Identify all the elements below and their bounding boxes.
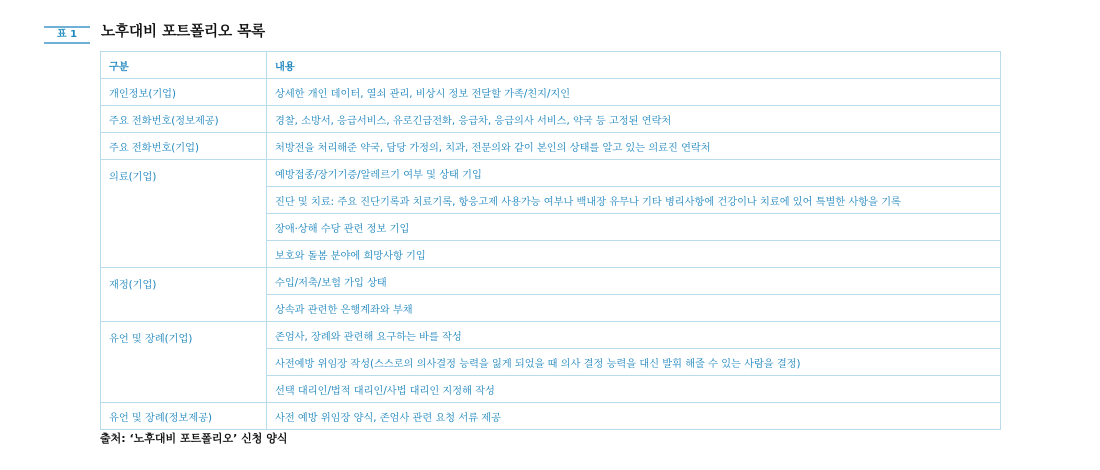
table-row (101, 268, 1001, 295)
table-header-row (101, 52, 1001, 79)
content-cell: 처방전을 처리해준 약국, 담당 가정의, 치과, 전문의와 같이 본인의 상태를 알고 있는 의료진 연락처 (267, 133, 1001, 160)
content-cell: 예방접종/장기기증/알레르기 여부 및 상태 기입 (267, 160, 1001, 187)
category-cell: 주요 전화번호(정보제공) (101, 106, 267, 133)
content-cell: 수입/저축/보험 가입 상태 (267, 268, 1001, 295)
category-cell: 주요 전화번호(기업) (101, 133, 267, 160)
category-cell: 유언 및 장례(정보제공) (101, 403, 267, 430)
content-cell: 상세한 개인 데이터, 열쇠 관리, 비상시 정보 전달할 가족/친지/지인 (267, 79, 1001, 106)
table-row (101, 160, 1001, 187)
table-caption (44, 22, 1004, 44)
category-cell: 재정(기업) (101, 268, 267, 322)
content-cell: 사전 예방 위임장 양식, 존엄사 관련 요청 서류 제공 (267, 403, 1001, 430)
content-cell: 존엄사, 장례와 관련해 요구하는 바를 작성 (267, 322, 1001, 349)
table-row (101, 79, 1001, 106)
table-number-label: 표 1 (44, 26, 90, 44)
header-category: 구분 (101, 52, 267, 79)
category-cell: 개인정보(기업) (101, 79, 267, 106)
table-row (101, 322, 1001, 349)
table-row (101, 133, 1001, 160)
content-cell: 사전예방 위임장 작성(스스로의 의사결정 능력을 잃게 되었을 때 의사 결정 능력을 대신 발휘 해줄 수 있는 사람을 결정) (267, 349, 1001, 376)
content-cell: 장애·상해 수당 관련 정보 기입 (267, 214, 1001, 241)
table-row (101, 106, 1001, 133)
table-row (101, 403, 1001, 430)
table-title: 노후대비 포트폴리오 목록 (101, 24, 266, 40)
portfolio-table (100, 51, 1001, 430)
source-note: 출처: ‘노후대비 포트폴리오’ 신청 양식 (100, 432, 288, 445)
content-cell: 보호와 돌봄 분야에 희망사항 기입 (267, 241, 1001, 268)
header-content: 내용 (267, 52, 1001, 79)
content-cell: 선택 대리인/법적 대리인/사법 대리인 지정해 작성 (267, 376, 1001, 403)
content-cell: 진단 및 치료: 주요 진단기록과 치료기록, 항응고제 사용가능 여부나 백내장 유무나 기타 병리사항에 건강이나 치료에 있어 특별한 사항을 기록 (267, 187, 1001, 214)
category-cell: 의료(기업) (101, 160, 267, 268)
category-cell: 유언 및 장례(기업) (101, 322, 267, 403)
table-body (101, 79, 1001, 430)
content-cell: 경찰, 소방서, 응급서비스, 유로긴급전화, 응급차, 응급의사 서비스, 약국 등 고정된 연락처 (267, 106, 1001, 133)
content-cell: 상속과 관련한 은행계좌와 부채 (267, 295, 1001, 322)
